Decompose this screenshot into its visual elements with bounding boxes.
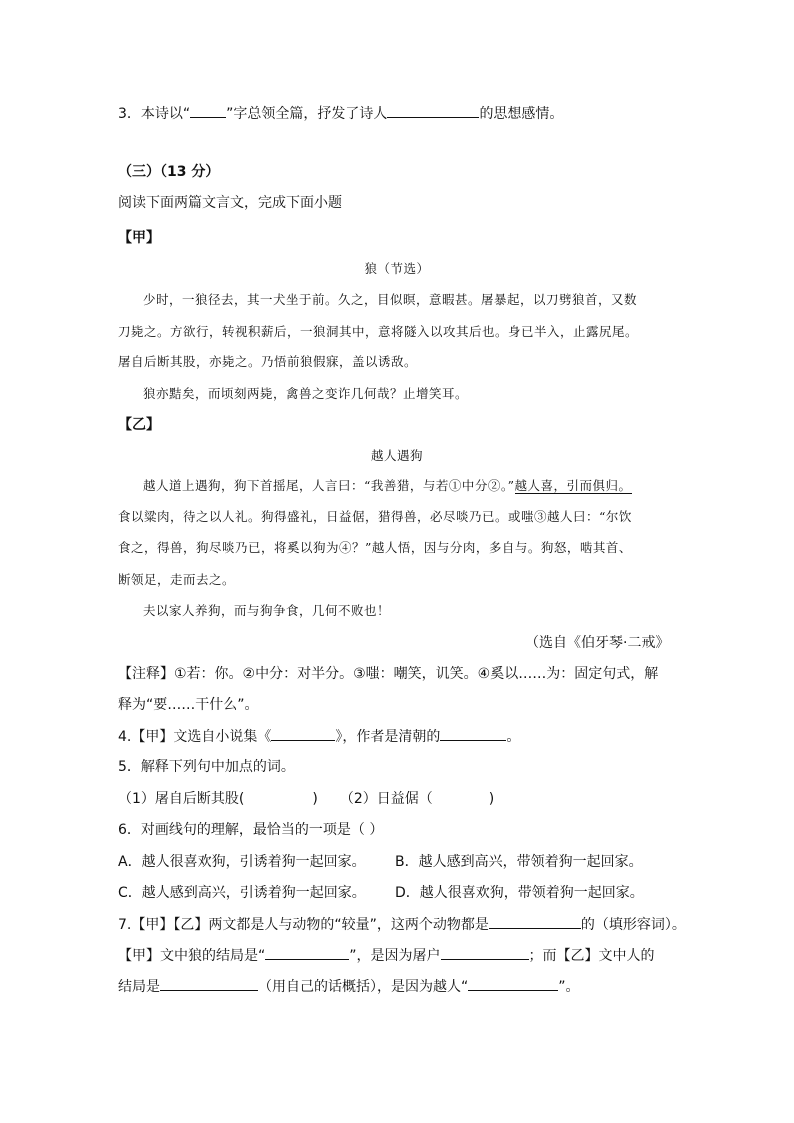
question-5-items: （1）屠自后断其股( ) （2）日益倨（ ) (118, 791, 495, 807)
question-4: 4.【甲】文选自小说集《 》，作者是清朝的 。 (118, 726, 520, 747)
question-7-line: 结局是 （用自己的话概括），是因为越人“ ”。 (118, 976, 580, 997)
question-3: 3．本诗以“ ”字总领全篇，抒发了诗人 的思想感情。 (118, 103, 563, 124)
passage-yi-line: 食以粱肉，待之以人礼。狗得盛礼，日益倨，猎得兽，必尽啖乃已。或嗤③越人曰：“尔饮 (118, 509, 632, 524)
passage-yi-line: 食之，得兽，狗尽啖乃已，将奚以狗为④？”越人悟，因与分肉，多自与。狗怒，啮其首、 (118, 540, 632, 555)
section-instruction: 阅读下面两篇文言文，完成下面小题 (118, 195, 342, 211)
passage-yi-line: 夫以家人养狗，而与狗争食，几何不败也！ (143, 603, 391, 618)
passage-yi-line: 越人道上遇狗，狗下首摇尾，人言曰：“我善猎，与若①中分②。”越人喜，引而俱归。 (143, 478, 632, 493)
passage-jia-title: 狼（节选） (364, 261, 430, 276)
passage-yi-label: 【乙】 (118, 417, 160, 433)
passage-jia-line: 狼亦黠矣，而顷刻两毙，禽兽之变诈几何哉？止增笑耳。 (143, 386, 469, 401)
answer-blank[interactable] (440, 726, 506, 741)
passage-jia-line: 屠自后断其股，亦毙之。乃悟前狼假寐，盖以诱敌。 (118, 354, 418, 369)
answer-blank[interactable] (441, 945, 529, 960)
underlined-sentence: 越人喜，引而俱归。 (514, 478, 632, 493)
answer-blank[interactable] (468, 976, 558, 991)
answer-blank[interactable] (265, 945, 349, 960)
passage-jia-line: 刀毙之。方欲行，转视积薪后，一狼洞其中，意将隧入以攻其后也。身已半入，止露尻尾。 (118, 324, 639, 339)
question-7-line: 7.【甲】【乙】两文都是人与动物的“较量”，这两个动物都是 的（填形容词）。 (118, 914, 686, 935)
question-6-stem: 6．对画线句的理解，最恰当的一项是（ ） (118, 822, 384, 838)
question-5-stem: 5．解释下列句中加点的词。 (118, 759, 295, 775)
question-7-line: 【甲】文中狼的结局是“ ”，是因为屠户 ；而【乙】文中人的 (118, 945, 655, 966)
section-title: （三）（13 分） (118, 164, 220, 180)
notes-line: 释为“要……干什么”。 (118, 697, 259, 713)
passage-jia-label: 【甲】 (118, 230, 160, 246)
passage-source: （选自《伯牙琴·二戒》 (525, 635, 670, 651)
notes-line: 【注释】①若：你。②中分：对半分。③嗤：嘲笑，讥笑。④奚以……为：固定句式，解 (118, 666, 659, 682)
option-b[interactable]: B．越人感到高兴，带领着狗一起回家。 (395, 854, 643, 870)
option-c[interactable]: C．越人感到高兴，引诱着狗一起回家。 (118, 885, 366, 901)
answer-blank[interactable] (387, 103, 479, 118)
answer-blank[interactable] (160, 976, 258, 991)
passage-jia-line: 少时，一狼径去，其一犬坐于前。久之，目似暝，意暇甚。屠暴起，以刀劈狼首，又数 (143, 292, 638, 307)
answer-blank[interactable] (190, 103, 226, 118)
option-a[interactable]: A．越人很喜欢狗，引诱着狗一起回家。 (118, 854, 366, 870)
passage-yi-line: 断领足，走而去之。 (118, 572, 236, 587)
passage-yi-title: 越人遇狗 (370, 448, 423, 463)
option-d[interactable]: D．越人很喜欢狗，带领着狗一起回家。 (395, 885, 644, 901)
answer-blank[interactable] (489, 914, 581, 929)
answer-blank[interactable] (271, 726, 335, 741)
